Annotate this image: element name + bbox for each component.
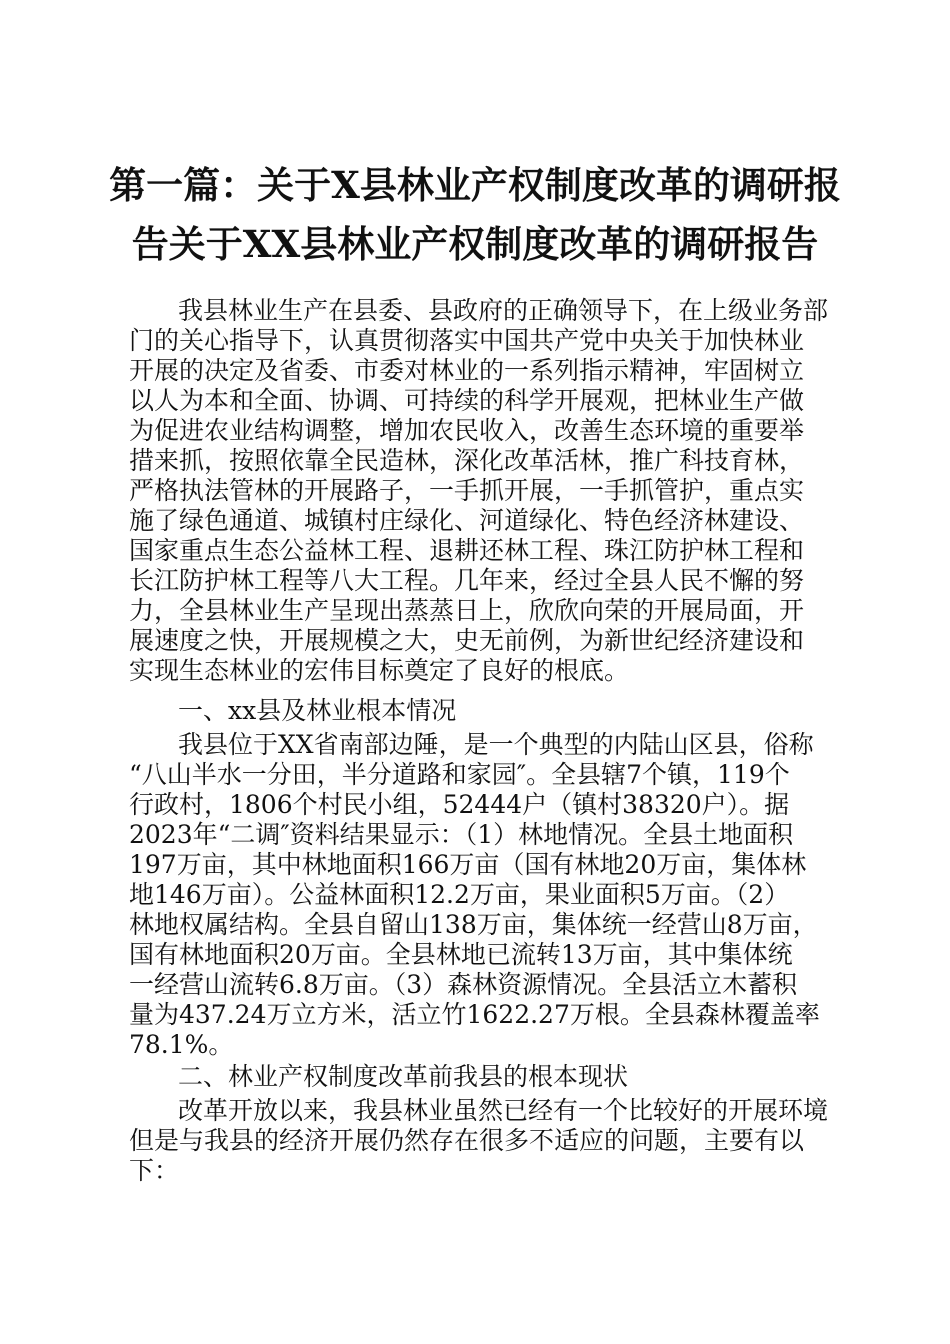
paragraph-1-line: 措来抓，按照依靠全民造林，深化改革活林，推广科技育林， (129, 446, 805, 475)
paragraph-3-line: 改革开放以来，我县林业虽然已经有一个比较好的开展环境 (178, 1096, 829, 1125)
paragraph-1-line: 门的关心指导下，认真贯彻落实中国共产党中央关于加快林业 (129, 326, 805, 355)
paragraph-1-line: 为促进农业结构调整，增加农民收入，改善生态环境的重要举 (129, 416, 805, 445)
paragraph-2-line: 我县位于XX省南部边陲，是一个典型的内陆山区县，俗称 (178, 730, 814, 759)
paragraph-2-line: 行政村，1806个村民小组，52444户（镇村38320户）。据 (129, 790, 790, 819)
paragraph-2-line: 国有林地面积20万亩。全县林地已流转13万亩，其中集体统 (129, 940, 793, 969)
paragraph-1-line: 国家重点生态公益林工程、退耕还林工程、珠江防护林工程和 (129, 536, 805, 565)
paragraph-1-line: 展速度之快，开展规模之大，史无前例，为新世纪经济建设和 (129, 626, 805, 655)
paragraph-1-line: 长江防护林工程等八大工程。几年来，经过全县人民不懈的努 (129, 566, 805, 595)
paragraph-2-line: 林地权属结构。全县自留山138万亩，集体统一经营山8万亩， (129, 910, 818, 939)
paragraph-1-line: 我县林业生产在县委、县政府的正确领导下，在上级业务部 (178, 296, 829, 325)
paragraph-3-line: 但是与我县的经济开展仍然存在很多不适应的问题，主要有以 (129, 1126, 805, 1155)
document-title-line-1: 第一篇：关于X县林业产权制度改革的调研报 (109, 163, 841, 207)
paragraph-1-line: 以人为本和全面、协调、可持续的科学开展观，把林业生产做 (129, 386, 805, 415)
paragraph-1-line: 施了绿色通道、城镇村庄绿化、河道绿化、特色经济林建设、 (129, 506, 805, 535)
section-heading-1: 一、xx县及林业根本情况 (178, 696, 457, 725)
paragraph-2-line: “八山半水一分田，半分道路和家园″。全县辖7个镇，119个 (129, 760, 790, 789)
paragraph-2-line: 197万亩，其中林地面积166万亩（国有林地20万亩，集体林 (129, 850, 807, 879)
section-heading-2: 二、林业产权制度改革前我县的根本现状 (178, 1062, 629, 1091)
paragraph-1-line: 力，全县林业生产呈现出蒸蒸日上，欣欣向荣的开展局面，开 (129, 596, 805, 625)
document-title-line-2: 告关于XX县林业产权制度改革的调研报告 (131, 222, 819, 266)
paragraph-2-line: 78.1%。 (129, 1030, 234, 1059)
paragraph-1-line: 实现生态林业的宏伟目标奠定了良好的根底。 (129, 656, 630, 685)
paragraph-1-line: 严格执法管林的开展路子，一手抓开展，一手抓管护，重点实 (129, 476, 805, 505)
paragraph-2-line: 地146万亩）。公益林面积12.2万亩，果业面积5万亩。（2） (129, 880, 790, 909)
paragraph-2-line: 2023年“二调″资料结果显示：（1）林地情况。全县土地面积 (129, 820, 794, 849)
paragraph-2-line: 量为437.24万立方米，活立竹1622.27万根。全县森林覆盖率 (129, 1000, 820, 1029)
paragraph-3-line: 下： (129, 1156, 180, 1185)
paragraph-2-line: 一经营山流转6.8万亩。（3）森林资源情况。全县活立木蓄积 (129, 970, 798, 999)
paragraph-1-line: 开展的决定及省委、市委对林业的一系列指示精神，牢固树立 (129, 356, 805, 385)
